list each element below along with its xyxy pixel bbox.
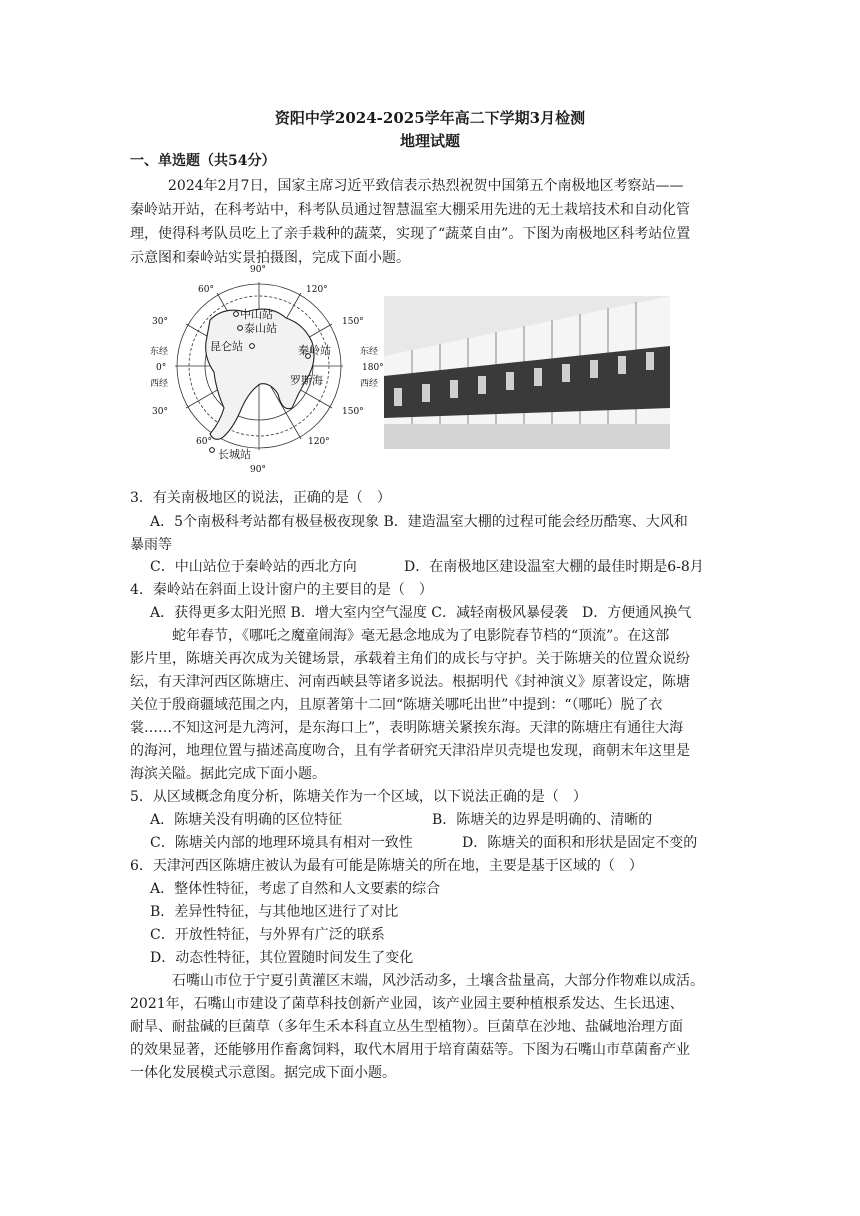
antarctica-station-map — [128, 262, 390, 474]
right-east-label: 东经 — [360, 347, 379, 357]
left-west-label: 西经 — [150, 379, 169, 389]
q4-options: A．获得更多太阳光照 B．增大室内空气湿度 C．减轻南极风暴侵袭 D．方便通风换气 — [150, 605, 692, 621]
lon-label-top: 90° — [250, 265, 266, 275]
lon-label-30-bottom: 30° — [152, 407, 168, 417]
passage3-line-4: 的效果显著，还能够用作畜禽饲料，取代木屑用于培育菌菇等。下图为石嘴山市草菌畜产业 — [130, 1042, 690, 1058]
passage2-line-1: 蛇年春节，《哪吒之魔童闹海》毫无悬念地成为了电影院春节档的“顶流”。在这部 — [172, 628, 670, 644]
q5-option-c: C．陈塘关内部的地理环境具有相对一致性 — [150, 835, 413, 851]
zhongshan-station-label: 中山站 — [240, 308, 273, 321]
passage3-line-1: 石嘴山市位于宁夏引黄灌区末端，风沙活动多，土壤含盐量高，大部分作物难以成活。 — [172, 973, 704, 989]
lon-label-30-top: 30° — [152, 317, 168, 327]
exam-title: 资阳中学2024-2025学年高二下学期3月检测 — [274, 109, 586, 127]
passage2-line-2: 影片里，陈塘关再次成为关键场景，承载着主角们的成长与守护。关于陈塘关的位置众说纷 — [130, 651, 690, 667]
q6-option-b: B．差异性特征，与其他地区进行了对比 — [150, 904, 399, 920]
q6-option-a: A．整体性特征，考虑了自然和人文要素的综合 — [150, 881, 441, 897]
lon-label-150-bottom: 150° — [342, 407, 364, 417]
lon-label-60-top: 60° — [198, 285, 214, 295]
passage2-line-5: 裳……不知这河是九湾河，是东海口上”，表明陈塘关紧挨东海。天津的陈塘庄有通往大海 — [130, 720, 684, 736]
right-west-label: 西经 — [360, 379, 379, 389]
left-east-label: 东经 — [150, 347, 169, 357]
q5-option-b: B．陈塘关的边界是明确的、清晰的 — [432, 812, 653, 828]
exam-subtitle: 地理试题 — [399, 132, 460, 150]
passage2-line-3: 纭，有天津河西区陈塘庄、河南西峡县等诸多说法。根据明代《封神演义》原著设定，陈塘 — [130, 674, 690, 690]
q5-option-a: A．陈塘关没有明确的区位特征 — [150, 812, 343, 828]
lon-label-150-top: 150° — [342, 317, 364, 327]
ross-sea-label: 罗斯海 — [290, 374, 323, 387]
changcheng-station-label: 长城站 — [218, 448, 251, 461]
zhongshan-station-marker — [234, 312, 239, 317]
taishan-station-label: 泰山站 — [244, 322, 277, 335]
q3-option-c: C．中山站位于秦岭站的西北方向 — [150, 559, 357, 575]
left-zero-label: 0° — [156, 363, 167, 373]
passage1-line-4: 示意图和秦岭站实景拍摄图，完成下面小题。 — [130, 250, 410, 266]
lon-label-120-top: 120° — [306, 285, 328, 295]
changcheng-station-marker — [210, 448, 215, 453]
q5-option-d: D．陈塘关的面积和形状是固定不变的 — [462, 835, 698, 851]
q3-stem: 3．有关南极地区的说法，正确的是（ ） — [130, 490, 391, 506]
q5-stem: 5．从区域概念角度分析，陈塘关作为一个区域，以下说法正确的是（ ） — [130, 789, 587, 805]
passage2-line-6: 的海河，地理位置与描述高度吻合，且有学者研究天津沿岸贝壳堤也发现，商朝末年这里是 — [130, 743, 690, 759]
passage3-line-2: 2021年，石嘴山市建设了菌草科技创新产业园，该产业园主要种植根系发达、生长迅速、 — [130, 996, 684, 1012]
kunlun-station-label: 昆仑站 — [210, 340, 243, 353]
q6-stem: 6．天津河西区陈塘庄被认为最有可能是陈塘关的所在地，主要是基于区域的（ ） — [130, 858, 643, 874]
passage1-line-2: 秦岭站开站，在科考站中，科考队员通过智慧温室大棚采用先进的无土栽培技术和自动化管 — [130, 202, 690, 218]
q3-option-d: D．在南极地区建设温室大棚的最佳时期是6-8月 — [404, 559, 704, 575]
lon-label-60-bottom: 60° — [196, 437, 212, 447]
qinling-station-label: 秦岭站 — [298, 344, 331, 357]
section-heading: 一、单选题（共54分） — [130, 153, 276, 169]
passage2-line-7: 海滨关隘。据此完成下面小题。 — [130, 766, 326, 782]
q6-option-d: D．动态性特征，其位置随时间发生了变化 — [150, 950, 414, 966]
passage1-line-1: 2024年2月7日，国家主席习近平致信表示热烈祝贺中国第五个南极地区考察站—— — [168, 178, 684, 194]
taishan-station-marker — [238, 326, 243, 331]
passage3-line-5: 一体化发展模式示意图。据完成下面小题。 — [130, 1065, 396, 1081]
passage3-line-3: 耐旱、耐盐碱的巨菌草（多年生禾本科直立丛生型植物）。巨菌草在沙地、盐碱地治理方面 — [130, 1019, 683, 1035]
lon-label-120-bottom: 120° — [308, 437, 330, 447]
q3-option-ab: A．5个南极科考站都有极昼极夜现象 B．建造温室大棚的过程可能会经历酷寒、大风和 — [150, 514, 688, 530]
kunlun-station-marker — [250, 344, 255, 349]
passage1-line-3: 理，使得科考队员吃上了亲手栽种的蔬菜，实现了“蔬菜自由”。下图为南极地区科考站位置 — [130, 226, 691, 242]
right-180-label: 180° — [362, 363, 384, 373]
qinling-station-photo — [384, 296, 670, 449]
passage2-line-4: 关位于殷商疆域范围之内，且原著第十二回“陈塘关哪吒出世”中提到：“（哪吒）脱了衣 — [130, 697, 663, 713]
q3-option-b-cont: 暴雨等 — [130, 537, 172, 553]
lon-label-bottom: 90° — [250, 465, 266, 474]
q4-stem: 4．秦岭站在斜面上设计窗户的主要目的是（ ） — [130, 582, 433, 598]
q6-option-c: C．开放性特征，与外界有广泛的联系 — [150, 927, 385, 943]
